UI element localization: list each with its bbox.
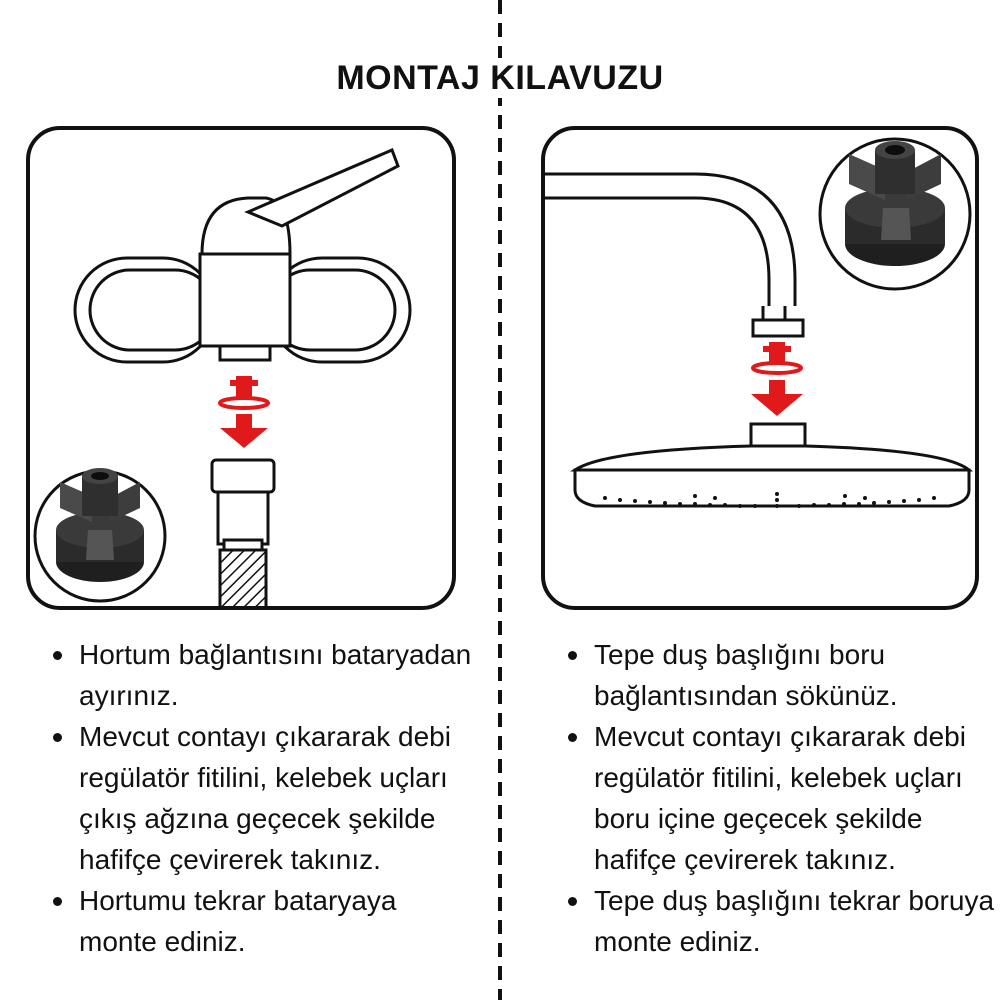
instruction-step: Tepe duş başlığını tekrar boruya monte ediniz. — [565, 880, 995, 962]
shower-head-icon — [575, 424, 969, 508]
page-title: MONTAJ KILAVUZU — [0, 58, 1000, 98]
flow-regulator-gasket-icon — [35, 468, 165, 601]
down-arrow-icon — [220, 376, 268, 448]
faucet-instructions-list — [50, 634, 480, 962]
shower-head-illustration-panel — [541, 126, 979, 610]
instruction-step: Hortum bağlantısını bataryadan ayırınız. — [50, 634, 480, 716]
shower-head-instructions-list — [565, 634, 995, 962]
down-arrow-icon — [751, 342, 803, 416]
flow-regulator-gasket-icon — [820, 139, 970, 289]
shower-arm-pipe-icon — [545, 174, 803, 336]
instruction-step: Hortumu tekrar bataryaya monte ediniz. — [50, 880, 480, 962]
center-dashed-divider — [497, 0, 503, 1000]
wall-faucet-icon — [75, 150, 410, 362]
faucet-illustration-panel — [26, 126, 456, 610]
instruction-step: Mevcut contayı çıkararak debi regülatör fitilini, kelebek uçları boru içine geçecek şekilde hafifçe çevirerek takınız. — [565, 716, 995, 880]
instruction-step: Tepe duş başlığını boru bağlantısından sökünüz. — [565, 634, 995, 716]
instruction-step: Mevcut contayı çıkararak debi regülatör fitilini, kelebek uçları çıkış ağzına geçecek şekilde hafifçe çevirerek takınız. — [50, 716, 480, 880]
hose-connector-icon — [212, 460, 274, 610]
